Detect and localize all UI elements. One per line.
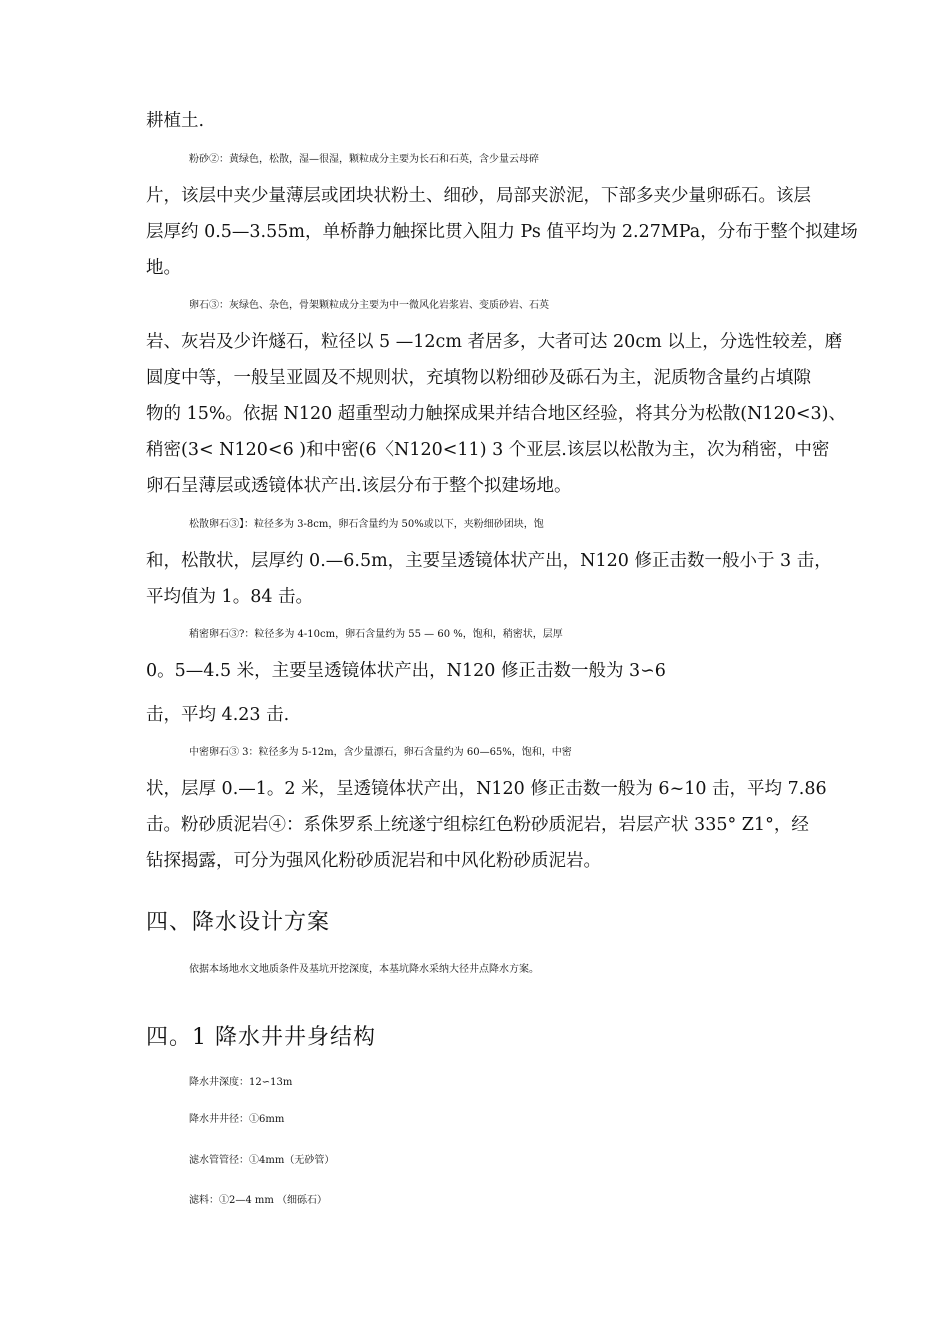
paragraph-line: 钻探揭露，可分为强风化粉砂质泥岩和中风化粉砂质泥岩。	[146, 851, 601, 871]
section-text: 依据本场地水文地质条件及基坑开挖深度，本基坑降水采纳大径井点降水方案。	[189, 964, 539, 975]
paragraph-line: 岩、灰岩及少许燧石，粒径以 5 —12cm 者居多，大者可达 20cm 以上，分选性较差，磨	[146, 332, 843, 352]
paragraph-line: 圆度中等，一般呈亚圆及不规则状，充填物以粉细砂及砾石为主，泥质物含量约占填隙	[146, 368, 811, 388]
paragraph-line: 耕植土.	[146, 111, 205, 131]
paragraph-line: 0。5—4.5 米，主要呈透镜体状产出，N120 修正击数一般为 3∽6	[146, 661, 666, 681]
paragraph-line: 地。	[146, 258, 181, 278]
paragraph-line: 稍密卵石③?：粒径多为 4-10cm，卵石含量约为 55 — 60 %，饱和，稍密状，层厚	[189, 629, 563, 640]
paragraph-line: 平均值为 1。84 击。	[146, 587, 314, 607]
paragraph-line: 物的 15%。依据 N120 超重型动力触探成果并结合地区经验，将其分为松散(N120<3)、	[146, 404, 846, 424]
spec-line: 降水井深度：12∽13m	[189, 1077, 293, 1088]
spec-line: 降水井井径：①6mm	[189, 1114, 285, 1125]
paragraph-line: 卵石③：灰绿色、杂色，骨架颗粒成分主要为中一微风化岩浆岩、变质砂岩、石英	[189, 300, 549, 311]
paragraph-line: 和，松散状，层厚约 0.—6.5m，主要呈透镜体状产出，N120 修正击数一般小于 3 击，	[146, 551, 832, 571]
paragraph-line: 击，平均 4.23 击.	[146, 705, 290, 725]
paragraph-line: 卵石呈薄层或透镜体状产出.该层分布于整个拟建场地。	[146, 476, 572, 496]
spec-line: 滤水管管径：①4mm（无砂管）	[189, 1155, 335, 1166]
paragraph-line: 状，层厚 0.—1。2 米，呈透镜体状产出，N120 修正击数一般为 6~10 击，平均 7.86	[146, 779, 827, 799]
section-heading: 四、降水设计方案	[146, 910, 331, 935]
subsection-heading: 四。1 降水井井身结构	[146, 1025, 376, 1050]
paragraph-line: 片，该层中夹少量薄层或团块状粉土、细砂，局部夹淤泥，下部多夹少量卵砾石。该层	[146, 186, 811, 206]
paragraph-line: 击。粉砂质泥岩④：系侏罗系上统遂宁组棕红色粉砂质泥岩，岩层产状 335° Z1°，经	[146, 815, 809, 835]
paragraph-line: 中密卵石③ 3：粒径多为 5-12m，含少量漂石，卵石含量约为 60—65%，饱和，中密	[189, 747, 572, 758]
paragraph-line: 粉砂②：黄绿色，松散，湿—很湿，颗粒成分主要为长石和石英，含少量云母碎	[189, 154, 539, 165]
spec-line: 滤料：①2—4 mm （细砾石）	[189, 1195, 328, 1206]
paragraph-line: 松散卵石③】：粒径多为 3-8cm，卵石含量约为 50%或以下，夹粉细砂团块，饱	[189, 519, 544, 530]
paragraph-line: 稍密(3< N120<6 )和中密(6〈N120<11) 3 个亚层.该层以松散为主，次为稍密，中密	[146, 440, 830, 460]
paragraph-line: 层厚约 0.5—3.55m，单桥静力触探比贯入阻力 Ps 值平均为 2.27MPa，分布于整个拟建场	[146, 222, 858, 242]
